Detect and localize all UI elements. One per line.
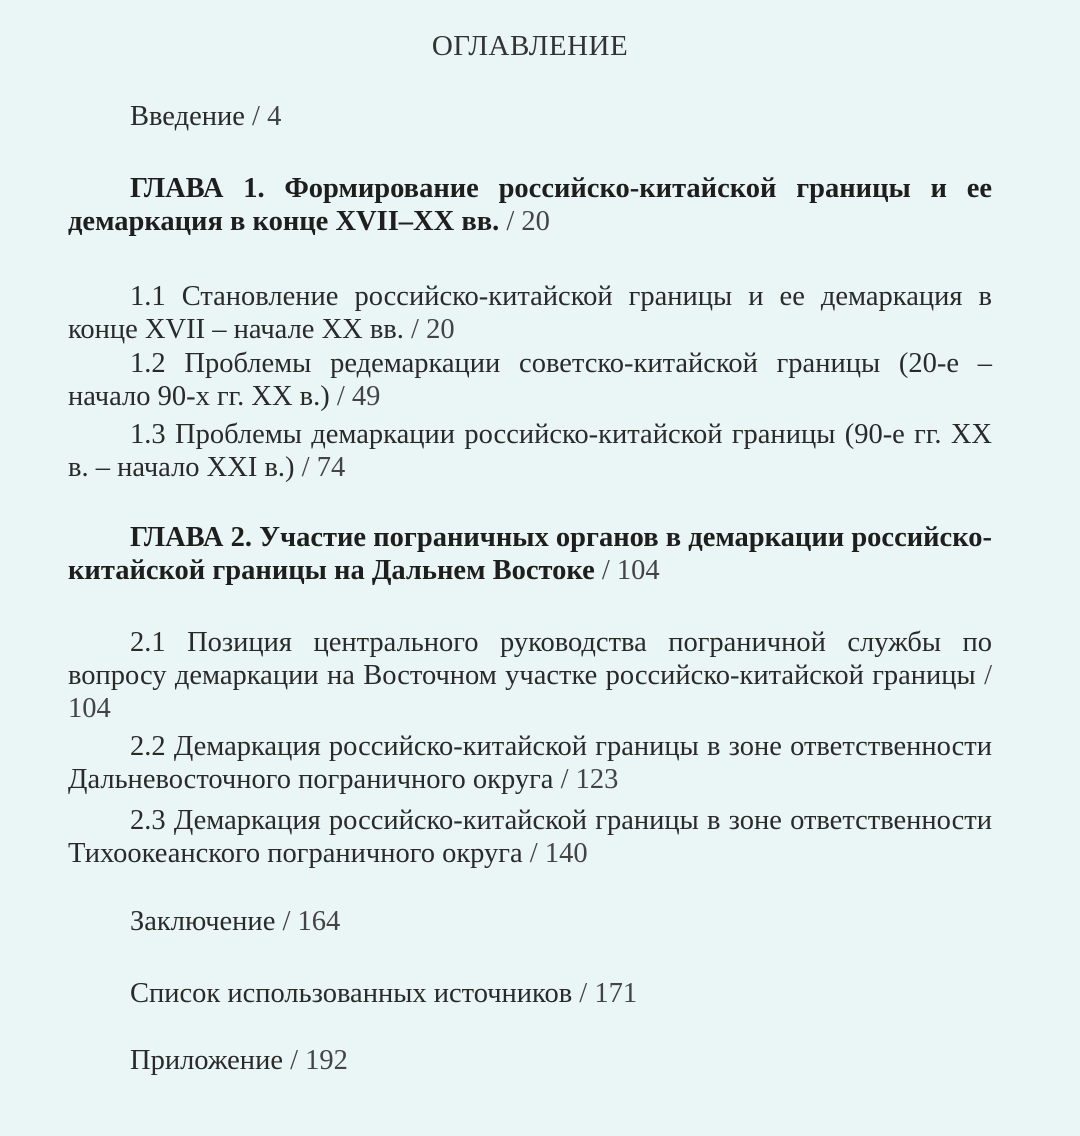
entry-separator: / <box>294 452 317 483</box>
entry-label: Приложение <box>130 1045 283 1076</box>
toc-section-1-3[interactable] <box>68 418 992 484</box>
page-title: ОГЛАВЛЕНИЕ <box>431 30 629 62</box>
entry-page-number: 74 <box>316 452 346 483</box>
entry-separator: / <box>553 764 576 795</box>
entry-page-number: 164 <box>297 906 341 937</box>
toc-entry-conclusion[interactable] <box>130 905 340 938</box>
toc-entry-intro[interactable] <box>130 100 281 133</box>
section-text: 2.2 Демаркация российско-китайской границы в зоне ответственности Дальневосточного пограничного округа <box>68 731 992 795</box>
toc-section-1-1[interactable] <box>68 280 992 346</box>
entry-page-number: 104 <box>616 555 660 586</box>
entry-label: Заключение <box>130 906 276 937</box>
entry-page-number: 192 <box>305 1045 348 1076</box>
section-text: 2.1 Позиция центрального руководства пограничной службы по вопросу демаркации на Восточном участке российско-китайской границы <box>68 627 992 691</box>
entry-separator: / <box>522 838 545 869</box>
entry-page-number: 20 <box>521 206 550 237</box>
entry-page-number: 20 <box>426 314 455 345</box>
entry-separator: / <box>275 906 298 937</box>
entry-page-number: 171 <box>594 978 638 1009</box>
entry-label: Список использованных источников <box>130 978 573 1009</box>
toc-entry-sources[interactable] <box>130 977 637 1010</box>
entry-label: Введение <box>130 101 245 132</box>
entry-separator: / <box>282 1045 306 1076</box>
entry-separator: / <box>594 555 617 586</box>
entry-page-number: 49 <box>351 381 381 412</box>
entry-separator: / <box>403 314 427 345</box>
entry-page-number: 104 <box>68 693 111 724</box>
toc-chapter-2[interactable] <box>68 521 992 587</box>
entry-page-number: 140 <box>544 838 588 869</box>
entry-separator: / <box>244 101 268 132</box>
entry-separator: / <box>975 660 993 691</box>
toc-section-2-1[interactable] <box>68 626 992 725</box>
toc-section-2-3[interactable] <box>68 804 992 870</box>
toc-section-1-2[interactable] <box>68 347 992 413</box>
entry-page-number: 123 <box>575 764 619 795</box>
chapter-heading: ГЛАВА 2. Участие пограничных органов в демаркации российско-китайской границы на Дальнем Востоке <box>68 522 992 586</box>
entry-page-number: 4 <box>267 101 282 132</box>
toc-chapter-1[interactable] <box>68 172 992 238</box>
toc-section-2-2[interactable] <box>68 730 992 796</box>
entry-separator: / <box>572 978 595 1009</box>
section-text: 1.1 Становление российско-китайской границы и ее демаркация в конце XVII – начале XX вв. <box>68 281 992 345</box>
section-text: 1.2 Проблемы редемаркации советско-китайской границы (20-е – начало 90-х гг. XX в.) <box>68 348 992 412</box>
section-text: 2.3 Демаркация российско-китайской границы в зоне ответственности Тихоокеанского пограничного округа <box>68 805 992 869</box>
entry-separator: / <box>329 381 352 412</box>
toc-entry-appendix[interactable] <box>130 1044 348 1077</box>
chapter-heading: ГЛАВА 1. Формирование российско-китайской границы и ее демаркация в конце XVII–XX вв. <box>68 173 992 237</box>
entry-separator: / <box>499 206 522 237</box>
section-text: 1.3 Проблемы демаркации российско-китайской границы (90-е гг. XX в. – начало XXI в.) <box>68 419 992 483</box>
